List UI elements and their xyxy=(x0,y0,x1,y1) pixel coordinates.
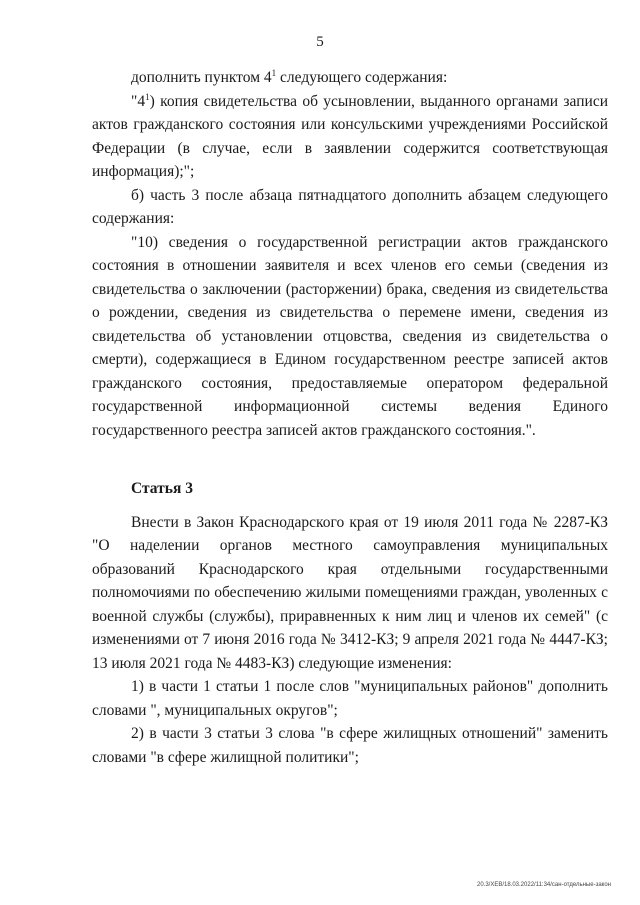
paragraph-text-cont: следующего содержания: xyxy=(276,69,448,86)
superscript: 1 xyxy=(145,91,150,102)
article-heading: Статья 3 xyxy=(131,480,193,497)
paragraph-text: дополнить пунктом 4 xyxy=(131,69,272,86)
paragraph: 1) в части 1 статьи 1 после слов "муниципальных районов" дополнить словами ", муниципальных округов"; xyxy=(92,678,608,719)
superscript: 1 xyxy=(271,67,277,78)
paragraph: "10) сведения о государственной регистрации актов гражданского состояния в отношении заявителя и всех членов его семьи (сведения из свидетельства о заключении (расторжении) брака, сведения из свидетельства о рождении, сведения из свидетельства о перемене имени, сведения из свидетельства об установлении отцовства, сведения из свидетельства о смерти), содержащиеся в Едином государственном реестре записей актов гражданского состояния, предоставляемые оператором федеральной государственной информационной системы ведения Единого государственного реестра записей актов гражданского состояния.". xyxy=(92,233,608,439)
document-body xyxy=(92,66,608,769)
paragraph: 2) в части 3 статьи 3 слова "в сфере жилищных отношений" заменить словами "в сфере жилищной политики"; xyxy=(92,725,608,766)
paragraph: Внести в Закон Краснодарского края от 19 июля 2011 года № 2287-КЗ "О наделении органов местного самоуправления муниципальных образований Краснодарского края отдельными государственными полномочиями по обеспечению жилыми помещениями граждан, уволенных с военной службы (службы), приравненных к ним лиц и членов их семей" (с изменениями от 7 июня 2016 года № 3412-КЗ; 9 апреля 2021 года № 4447-КЗ; 13 июля 2021 года № 4483-КЗ) следующие изменения: xyxy=(92,513,608,672)
paragraph-text: "4 xyxy=(131,92,146,110)
paragraph xyxy=(92,90,608,184)
paragraph-text-cont: ) копия свидетельства об усыновлении, выданного органами записи актов гражданского состояния или консульскими учреждениями Российской Федерации (в случае, если в заявлении содержится соответствующая информация);"; xyxy=(92,92,608,180)
page-number: 5 xyxy=(316,34,324,50)
footer-stamp: 20.3/XEB/18.03.2022/11:34/сан-отдельные-закон xyxy=(476,882,611,888)
paragraph xyxy=(92,66,608,90)
paragraph: б) часть 3 после абзаца пятнадцатого дополнить абзацем следующего содержания: xyxy=(92,186,608,227)
